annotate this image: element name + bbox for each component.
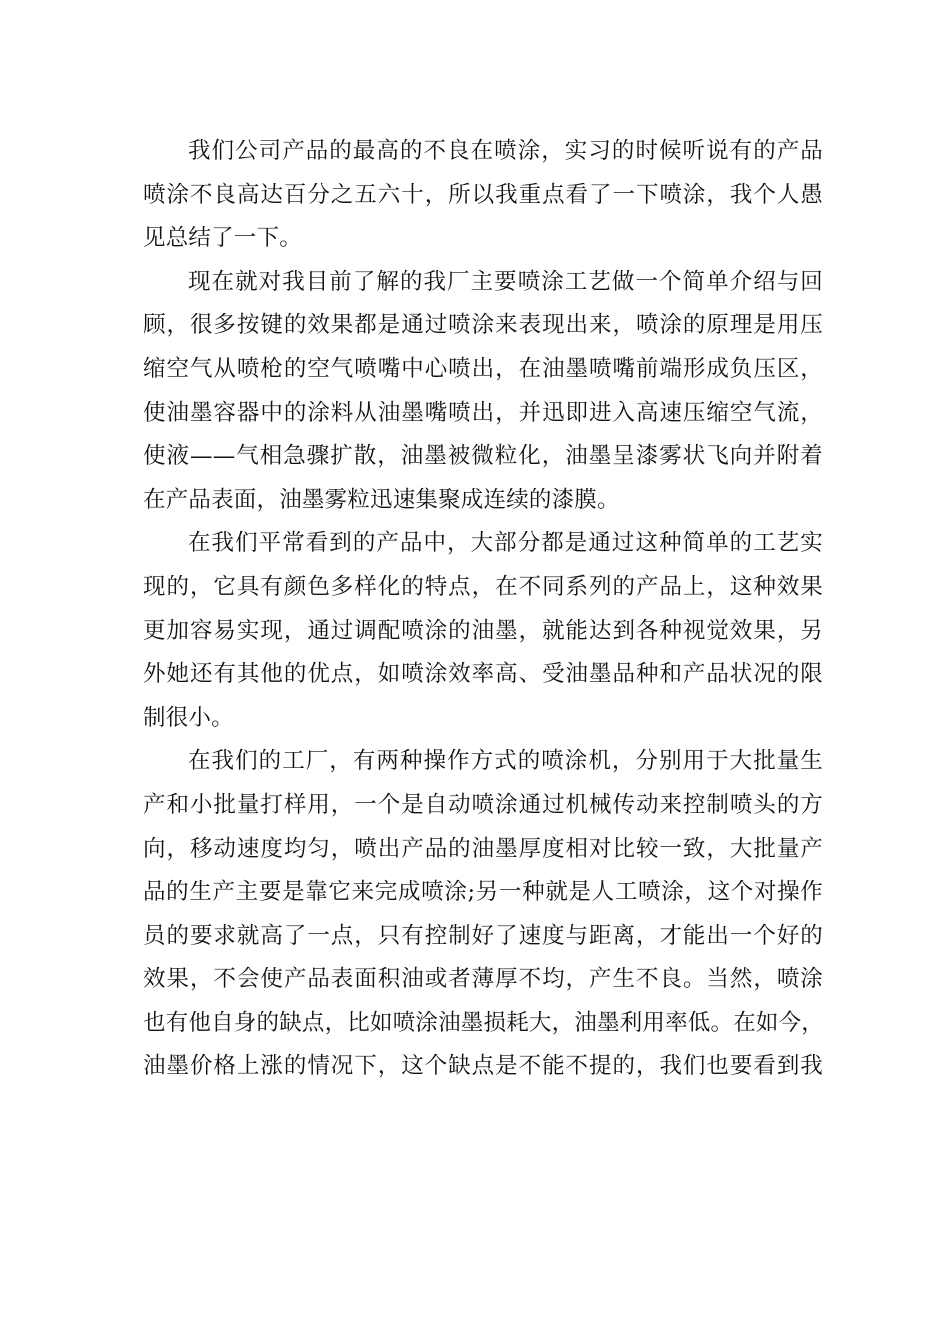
paragraph-3 bbox=[143, 522, 823, 740]
paragraph-line: 员的要求就高了一点，只有控制好了速度与距离，才能出一个好的 bbox=[143, 922, 823, 949]
paragraph-line: 品的生产主要是靠它来完成喷涂;另一种就是人工喷涂，这个对操作 bbox=[143, 879, 823, 906]
paragraph-line: 在我们平常看到的产品中，大部分都是通过这种简单的工艺实 bbox=[188, 530, 823, 557]
paragraph-line: 产和小批量打样用，一个是自动喷涂通过机械传动来控制喷头的方 bbox=[143, 791, 823, 818]
paragraph-line: 制很小。 bbox=[143, 704, 234, 731]
paragraph-line: 现在就对我目前了解的我厂主要喷涂工艺做一个简单介绍与回 bbox=[188, 268, 823, 295]
paragraph-line: 使油墨容器中的涂料从油墨嘴喷出，并迅即进入高速压缩空气流， bbox=[143, 399, 823, 426]
paragraph-line: 缩空气从喷枪的空气喷嘴中心喷出，在油墨喷嘴前端形成负压区， bbox=[143, 355, 823, 382]
paragraph-line: 也有他自身的缺点，比如喷涂油墨损耗大，油墨利用率低。在如今， bbox=[143, 1009, 825, 1036]
paragraph-line: 现的，它具有颜色多样化的特点，在不同系列的产品上，这种效果 bbox=[143, 573, 823, 600]
paragraph-line: 我们公司产品的最高的不良在喷涂，实习的时候听说有的产品 bbox=[188, 138, 823, 164]
paragraph-line: 油墨价格上涨的情况下，这个缺点是不能不提的，我们也要看到我 bbox=[143, 1053, 823, 1080]
paragraph-line: 在产品表面，油墨雾粒迅速集聚成连续的漆膜。 bbox=[143, 486, 620, 513]
paragraph-1 bbox=[143, 130, 823, 261]
paragraph-line: 向，移动速度均匀，喷出产品的油墨厚度相对比较一致，大批量产 bbox=[143, 835, 823, 862]
paragraph-line: 在我们的工厂，有两种操作方式的喷涂机，分别用于大批量生 bbox=[188, 748, 823, 775]
paragraph-line: 使液——气相急骤扩散，油墨被微粒化，油墨呈漆雾状飞向并附着 bbox=[143, 443, 823, 470]
paragraph-line: 喷涂不良高达百分之五六十，所以我重点看了一下喷涂，我个人愚 bbox=[143, 181, 823, 208]
paragraph-line: 外她还有其他的优点，如喷涂效率高、受油墨品种和产品状况的限 bbox=[143, 661, 823, 688]
paragraph-line: 见总结了一下。 bbox=[143, 225, 302, 252]
paragraph-2 bbox=[143, 261, 823, 523]
document-body bbox=[143, 130, 823, 1089]
paragraph-line: 更加容易实现，通过调配喷涂的油墨，就能达到各种视觉效果，另 bbox=[143, 617, 823, 644]
paragraph-4 bbox=[143, 740, 823, 1089]
paragraph-line: 效果，不会使产品表面积油或者薄厚不均，产生不良。当然，喷涂 bbox=[143, 966, 823, 993]
paragraph-line: 顾，很多按键的效果都是通过喷涂来表现出来，喷涂的原理是用压 bbox=[143, 312, 823, 339]
